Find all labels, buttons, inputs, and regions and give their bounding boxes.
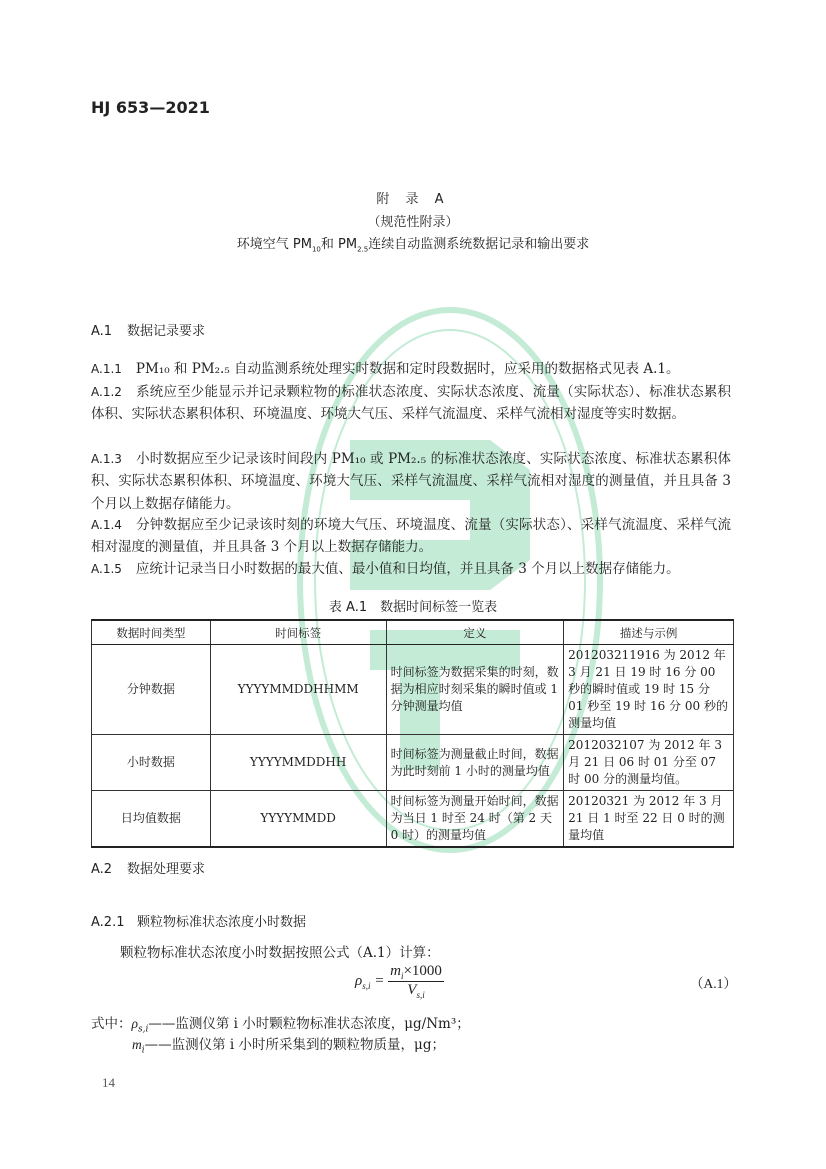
table-cell: YYYYMMDD [210, 791, 386, 848]
formula-number: （A.1） [690, 976, 737, 991]
table-cell: 20120321 为 2012 年 3 月 21 日 1 时至 22 日 0 时的测量均值 [564, 791, 734, 848]
formula-a1: $\rho_{s,i}$ = $\frac{m_i\times 1000}{V_{s,i}}$ [355, 963, 442, 1000]
table-caption: 表 A.1 数据时间标签一览表 [328, 600, 498, 615]
section-heading-a21: A.2.1 颗粒物标准状态浓度小时数据 [91, 915, 307, 930]
time-label-table [91, 619, 734, 848]
table-row [92, 735, 734, 791]
paragraph-a12: A.1.2 系统应至少能显示并记录颗粒物的标准状态浓度、实际状态浓度、流量（实际状态）、标准状态累积体积、实际状态累积体积、环境温度、环境大气压、采样气流温度、采样气流相对湿度等实时数据。 [91, 384, 731, 423]
table-cell: 小时数据 [92, 735, 211, 791]
definition-mass: $m_i——$监测仪第 i 小时所采集到的颗粒物质量，μg； [132, 1037, 445, 1056]
table-cell: 日均值数据 [92, 791, 211, 848]
paragraph-a15: A.1.5 应统计记录当日小时数据的最大值、最小值和日均值，并且具备 3 个月以上数据存储能力。 [91, 561, 680, 577]
table-header-cell: 数据时间类型 [92, 620, 211, 645]
table-row [92, 645, 734, 735]
page-number: 14 [102, 1075, 115, 1090]
section-heading-a1: A.1 数据记录要求 [91, 324, 206, 339]
table-header-cell: 时间标签 [210, 620, 386, 645]
table-header-row [92, 620, 734, 645]
definition-rho: 式中：$\rho_{s,i}——$监测仪第 i 小时颗粒物标准状态浓度，μg/Nm³； [91, 1016, 470, 1035]
paragraph-a14: A.1.4 分钟数据应至少记录该时刻的环境大气压、环境温度、流量（实际状态）、采样气流温度、采样气流相对湿度的测量值，并且具备 3 个月以上数据存储能力。 [91, 517, 731, 556]
paragraph-a11: A.1.1 PM₁₀ 和 PM₂.₅ 自动监测系统处理实时数据和定时段数据时，应采用的数据格式见表 A.1。 [91, 361, 680, 377]
appendix-title: 环境空气 $PM_{10}$和 $PM_{2.5}$连续自动监测系统数据记录和输出要求 [236, 237, 590, 254]
table-cell: 201203211916 为 2012 年 3 月 21 日 19 时 16 分 00 秒的瞬时值或 19 时 15 分 01 秒至 19 时 16 分 00 秒的测量均值 [564, 645, 734, 735]
table-header-cell: 定义 [386, 620, 564, 645]
table-row [92, 791, 734, 848]
table-cell: 分钟数据 [92, 645, 211, 735]
table-cell: 时间标签为测量截止时间，数据为此时刻前 1 小时的测量均值 [386, 735, 564, 791]
table-cell: 时间标签为测量开始时间，数据为当日 1 时至 24 时（第 2 天 0 时）的测量均值 [386, 791, 564, 848]
formula-intro: 颗粒物标准状态浓度小时数据按照公式（A.1）计算： [120, 945, 440, 961]
document-code: HJ 653—2021 [91, 98, 210, 117]
table-cell: YYYYMMDDHH [210, 735, 386, 791]
table-cell: 2012032107 为 2012 年 3 月 21 日 06 时 01 分至 07 时 00 分的测量均值。 [564, 735, 734, 791]
paragraph-a13: A.1.3 小时数据应至少记录该时间段内 PM₁₀ 或 PM₂.₅ 的标准状态浓度、实际状态浓度、标准状态累积体积、实际状态累积体积、环境温度、环境大气压、采样气流温度、采样气流相对湿度的测量值，并且具备 3 个月以上数据存储能力。 [91, 451, 731, 512]
section-heading-a2: A.2 数据处理要求 [91, 862, 206, 877]
table-cell: YYYYMMDDHHMM [210, 645, 386, 735]
table-header-cell: 描述与示例 [564, 620, 734, 645]
appendix-label: 附 录 A [376, 192, 450, 207]
appendix-subtitle: （规范性附录） [367, 215, 459, 230]
table-cell: 时间标签为数据采集的时刻，数据为相应时刻采集的瞬时值或 1 分钟测量均值 [386, 645, 564, 735]
